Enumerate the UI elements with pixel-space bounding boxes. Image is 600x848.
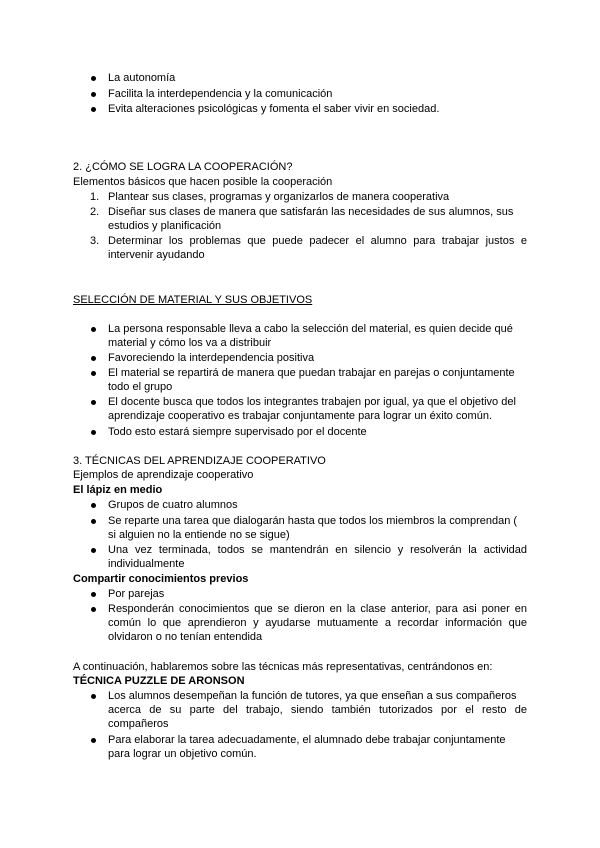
- bullet-icon: [91, 694, 96, 699]
- list-item-continued: compañeros: [108, 718, 169, 730]
- bullet-icon: [91, 356, 96, 361]
- list-item: Evita alteraciones psicológicas y fomenta el saber vivir en sociedad.: [108, 103, 440, 115]
- list-item: El material se repartirá de manera que puedan trabajar en parejas o conjuntamente: [108, 367, 515, 379]
- list-item: El docente busca que todos los integrantes trabajen por igual, ya que el objetivo del: [108, 396, 516, 408]
- list-item: Grupos de cuatro alumnos: [108, 499, 238, 511]
- section-heading: 3. TÉCNICAS DEL APRENDIZAJE COOPERATIVO: [73, 455, 326, 467]
- bullet-icon: [91, 371, 96, 376]
- list-item-continued: todo el grupo: [108, 381, 173, 393]
- subsection-title: El lápiz en medio: [73, 484, 163, 496]
- bullet-icon: [91, 430, 96, 435]
- bullet-icon: [91, 548, 96, 553]
- list-item-continued: para lograr un objetivo común.: [108, 748, 257, 760]
- list-item-continued: material y cómo los va a distribuir: [108, 337, 272, 349]
- list-item-continued: estudios y planificación: [108, 220, 222, 232]
- list-item: Diseñar sus clases de manera que satisfarán las necesidades de sus alumnos, sus: [108, 206, 514, 218]
- list-item-continued: si alguien no la entiende no se sigue): [108, 529, 290, 541]
- list-item-continued: común lo que aprendieron y ayudarse mutuamente a recordar información que: [108, 617, 527, 629]
- list-item-continued: aprendizaje cooperativo es trabajar conjuntamente para lograr un éxito común.: [108, 410, 493, 422]
- list-item-continued: acerca de su parte del trabajo, siendo también tutorizados por el resto de: [108, 704, 527, 716]
- list-item: Para elaborar la tarea adecuadamente, el alumnado debe trabajar conjuntamente: [108, 734, 506, 746]
- list-item-continued: intervenir ayudando: [108, 249, 205, 261]
- bullet-icon: [91, 107, 96, 112]
- list-item: La persona responsable lleva a cabo la selección del material, es quien decide qué: [108, 323, 513, 335]
- paragraph: A continuación, hablaremos sobre las técnicas más representativas, centrándonos en:: [73, 661, 493, 673]
- list-item: Plantear sus clases, programas y organizarlos de manera cooperativa: [108, 191, 450, 203]
- paragraph: Ejemplos de aprendizaje cooperativo: [73, 469, 254, 481]
- bullet-icon: [91, 519, 96, 524]
- list-item: Los alumnos desempeñan la función de tutores, ya que enseñan a sus compañeros: [108, 690, 517, 702]
- list-item: Facilita la interdependencia y la comunicación: [108, 88, 333, 100]
- bullet-icon: [91, 503, 96, 508]
- list-item: Por parejas: [108, 588, 165, 600]
- subsection-title: Compartir conocimientos previos: [73, 573, 249, 585]
- list-item: Responderán conocimientos que se dieron en la clase anterior, para asi poner en: [108, 603, 527, 615]
- bullet-icon: [91, 327, 96, 332]
- paragraph: Elementos básicos que hacen posible la cooperación: [73, 176, 333, 188]
- list-number: 1.: [90, 191, 100, 203]
- subsection-title: TÉCNICA PUZZLE DE ARONSON: [73, 675, 245, 687]
- list-item: Favoreciendo la interdependencia positiva: [108, 352, 315, 364]
- list-item: Todo esto estará siempre supervisado por el docente: [108, 426, 367, 438]
- list-number: 2.: [90, 206, 100, 218]
- list-item-continued: individualmente: [108, 558, 185, 570]
- bullet-icon: [91, 592, 96, 597]
- bullet-icon: [91, 76, 96, 81]
- bullet-icon: [91, 92, 96, 97]
- section-heading: 2. ¿CÓMO SE LOGRA LA COOPERACIÓN?: [73, 161, 293, 173]
- list-number: 3.: [90, 235, 100, 247]
- list-item: La autonomía: [108, 72, 176, 84]
- list-item: Determinar los problemas que puede padecer el alumno para trabajar justos e: [108, 235, 527, 247]
- bullet-icon: [91, 607, 96, 612]
- section-heading: SELECCIÓN DE MATERIAL Y SUS OBJETIVOS: [73, 294, 313, 306]
- bullet-icon: [91, 738, 96, 743]
- bullet-icon: [91, 400, 96, 405]
- list-item-continued: olvidaron o no tenían entendida: [108, 631, 263, 643]
- list-item: Una vez terminada, todos se mantendrán en silencio y resolverán la actividad: [108, 544, 527, 556]
- list-item: Se reparte una tarea que dialogarán hasta que todos los miembros la comprendan (: [108, 515, 518, 527]
